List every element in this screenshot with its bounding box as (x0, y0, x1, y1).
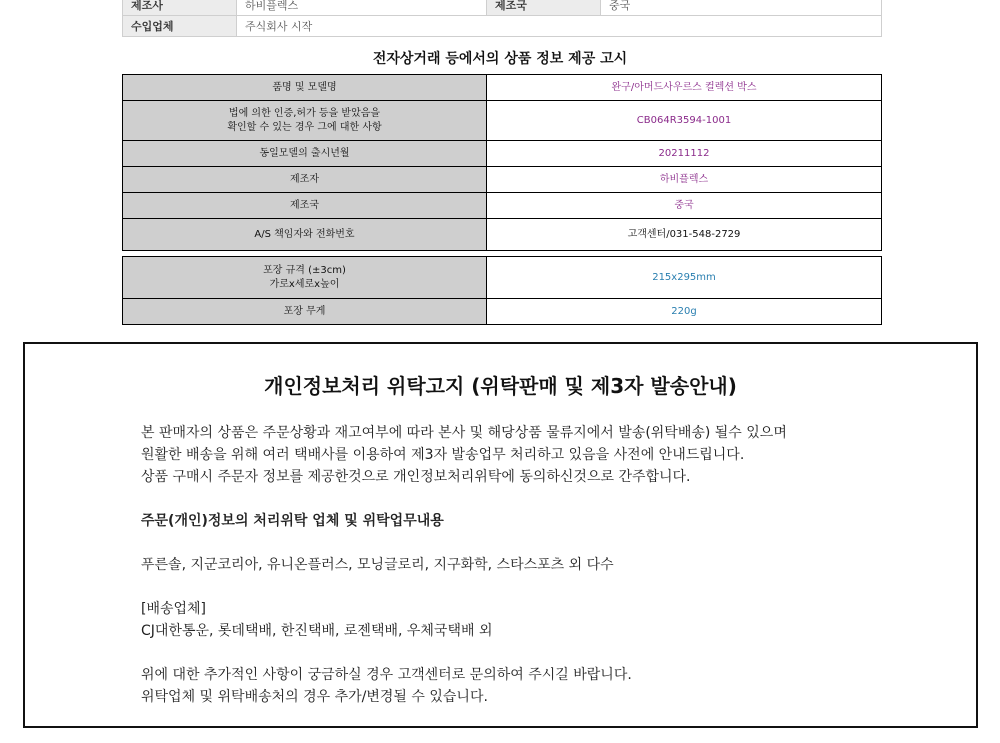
delivery-companies: CJ대한통운, 롯데택배, 한진택배, 로젠택배, 우체국택배 외 (141, 623, 493, 639)
table-row (123, 219, 882, 251)
row-label (123, 101, 487, 141)
delivery-label: [배송업체] (141, 601, 207, 617)
manufacturer-value: 하비플렉스 (237, 0, 487, 16)
section-heading: 주문(개인)정보의 처리위탁 업체 및 위탁업무내용 (141, 513, 444, 529)
table-row (123, 75, 882, 101)
product-notice-title: 전자상거래 등에서의 상품 정보 제공 고시 (372, 51, 628, 67)
table-row (123, 101, 882, 141)
importer-label: 수입업체 (123, 16, 237, 37)
package-weight-value: 220g (487, 299, 882, 325)
certification-value: CB064R3594-1001 (487, 101, 882, 141)
origin-country-value: 중국 (601, 0, 882, 16)
manufacturer-value: 하비플렉스 (487, 167, 882, 193)
consignment-notice-box (23, 342, 978, 728)
row-label: 포장 무게 (123, 299, 487, 325)
table-row (123, 257, 882, 299)
row-label-line: 포장 규격 (±3cm) (263, 264, 346, 276)
package-info-table (122, 256, 882, 325)
import-info-table (122, 0, 882, 37)
row-label-line: 가로x세로x높이 (269, 278, 340, 290)
intro-line: 본 판매자의 상품은 주문상황과 재고여부에 따라 본사 및 해당상품 물류지에서 발송(위탁배송) 될수 있으며 (141, 425, 787, 441)
importer-value: 주식회사 시작 (237, 16, 882, 37)
importer-row (123, 16, 882, 37)
manufacturer-label: 제조사 (123, 0, 237, 16)
table-row (123, 299, 882, 325)
manufacturer-row (123, 0, 882, 16)
row-label: 동일모델의 출시년월 (123, 141, 487, 167)
consignment-title: 개인정보처리 위탁고지 (위탁판매 및 제3자 발송안내) (264, 374, 737, 398)
row-label: 제조국 (123, 193, 487, 219)
row-label-line: 확인할 수 있는 경우 그에 대한 사항 (227, 121, 382, 133)
row-label: 제조자 (123, 167, 487, 193)
product-name-value: 완구/아머드사우르스 컬렉션 박스 (487, 75, 882, 101)
package-size-value: 215x295mm (487, 257, 882, 299)
origin-country-value: 중국 (487, 193, 882, 219)
closing-line: 위탁업체 및 위탁배송처의 경우 추가/변경될 수 있습니다. (141, 689, 488, 705)
row-label (123, 257, 487, 299)
product-info-table (122, 74, 882, 251)
row-label: 품명 및 모델명 (123, 75, 487, 101)
partner-list: 푸른솔, 지군코리아, 유니온플러스, 모닝글로리, 지구화학, 스타스포츠 외 다수 (141, 557, 614, 573)
as-contact-value: 고객센터/031-548-2729 (487, 219, 882, 251)
table-row (123, 193, 882, 219)
table-row (123, 167, 882, 193)
table-row (123, 141, 882, 167)
release-date-value: 20211112 (487, 141, 882, 167)
intro-line: 원활한 배송을 위해 여러 택배사를 이용하여 제3자 발송업무 처리하고 있음을 사전에 안내드립니다. (141, 447, 745, 463)
row-label-line: 법에 의한 인증,허가 등을 받았음을 (228, 107, 381, 119)
consignment-body (141, 422, 941, 708)
origin-country-label: 제조국 (487, 0, 601, 16)
intro-line: 상품 구매시 주문자 정보를 제공한것으로 개인정보처리위탁에 동의하신것으로 간주합니다. (141, 469, 691, 485)
closing-line: 위에 대한 추가적인 사항이 궁금하실 경우 고객센터로 문의하여 주시길 바랍니다. (141, 667, 632, 683)
row-label: A/S 책임자와 전화번호 (123, 219, 487, 251)
